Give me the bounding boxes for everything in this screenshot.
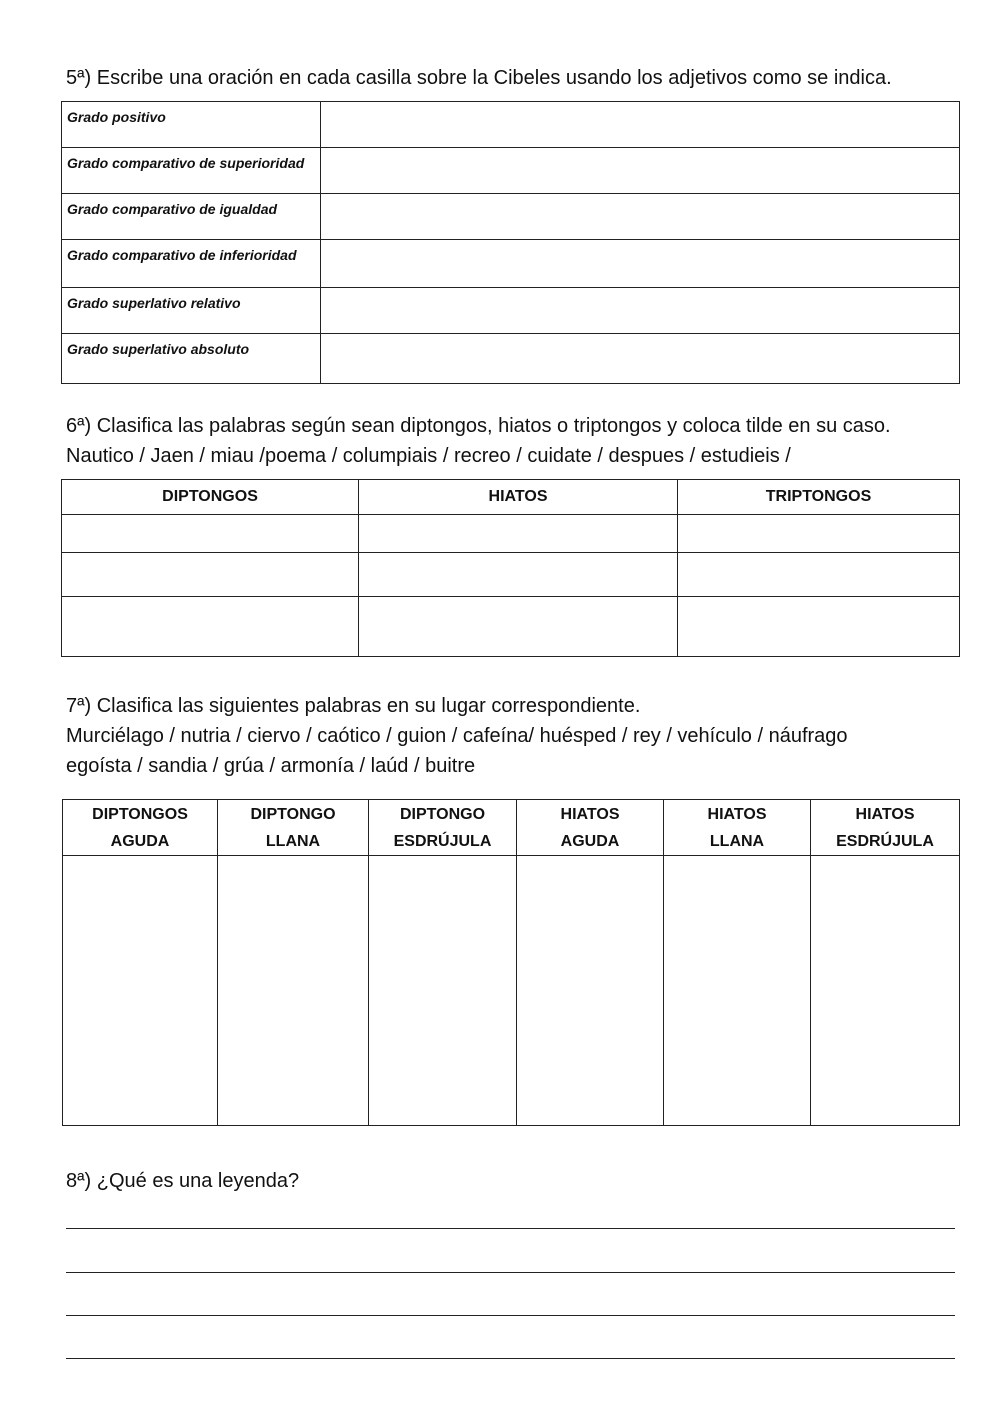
q6-header-triptongos: TRIPTONGOS: [678, 480, 960, 515]
q7-answer-cell[interactable]: [811, 856, 960, 1126]
q7-header-diptongos-aguda: DIPTONGOS AGUDA: [63, 800, 218, 856]
q5-answer-cell[interactable]: [321, 334, 960, 384]
q7-answer-cell[interactable]: [63, 856, 218, 1126]
q6-word-list: Nautico / Jaen / miau /poema / columpiais / recreo / cuidate / despues / estudieis /: [66, 445, 791, 467]
q5-answer-cell[interactable]: [321, 148, 960, 194]
q7-answer-cell[interactable]: [517, 856, 664, 1126]
q5-answer-cell[interactable]: [321, 102, 960, 148]
q6-table: [61, 479, 960, 657]
q5-answer-cell[interactable]: [321, 240, 960, 288]
answer-line[interactable]: [66, 1272, 955, 1273]
q7-word-list-line2: egoísta / sandia / grúa / armonía / laúd / buitre: [66, 755, 476, 777]
q5-row-label: Grado comparativo de igualdad: [62, 194, 321, 240]
q6-answer-cell[interactable]: [359, 515, 678, 553]
q6-answer-cell[interactable]: [678, 515, 960, 553]
q6-prompt: 6ª) Clasifica las palabras según sean diptongos, hiatos o triptongos y coloca tilde en su caso.: [66, 415, 891, 437]
q7-table: [62, 799, 960, 1126]
q6-answer-cell[interactable]: [62, 553, 359, 597]
q8-prompt: 8ª) ¿Qué es una leyenda?: [66, 1170, 300, 1192]
q5-row-label: Grado comparativo de inferioridad: [62, 240, 321, 288]
answer-line[interactable]: [66, 1358, 955, 1359]
answer-line[interactable]: [66, 1228, 955, 1229]
q5-row-label: Grado superlativo relativo: [62, 288, 321, 334]
q7-prompt: 7ª) Clasifica las siguientes palabras en su lugar correspondiente.: [66, 695, 641, 717]
q6-answer-cell[interactable]: [62, 597, 359, 657]
q5-row-label: Grado comparativo de superioridad: [62, 148, 321, 194]
q7-header-hiatos-aguda: HIATOS AGUDA: [517, 800, 664, 856]
q6-answer-cell[interactable]: [678, 553, 960, 597]
answer-line[interactable]: [66, 1315, 955, 1316]
q7-answer-cell[interactable]: [369, 856, 517, 1126]
q6-header-hiatos: HIATOS: [359, 480, 678, 515]
q6-answer-cell[interactable]: [359, 597, 678, 657]
q7-header-diptongo-llana: DIPTONGO LLANA: [218, 800, 369, 856]
q5-row-label: Grado superlativo absoluto: [62, 334, 321, 384]
q5-answer-cell[interactable]: [321, 194, 960, 240]
q6-header-diptongos: DIPTONGOS: [62, 480, 359, 515]
q7-header-hiatos-llana: HIATOS LLANA: [664, 800, 811, 856]
q5-prompt: 5ª) Escribe una oración en cada casilla sobre la Cibeles usando los adjetivos como se indica.: [66, 67, 892, 89]
q7-answer-cell[interactable]: [664, 856, 811, 1126]
q6-answer-cell[interactable]: [678, 597, 960, 657]
q5-row-label: Grado positivo: [62, 102, 321, 148]
q7-word-list-line1: Murciélago / nutria / ciervo / caótico / guion / cafeína/ huésped / rey / vehículo / náufrago: [66, 725, 848, 747]
q6-answer-cell[interactable]: [62, 515, 359, 553]
q5-table: [61, 101, 960, 384]
q7-header-hiatos-esdrujula: HIATOS ESDRÚJULA: [811, 800, 960, 856]
q5-answer-cell[interactable]: [321, 288, 960, 334]
q6-answer-cell[interactable]: [359, 553, 678, 597]
q7-header-diptongo-esdrujula: DIPTONGO ESDRÚJULA: [369, 800, 517, 856]
q7-answer-cell[interactable]: [218, 856, 369, 1126]
